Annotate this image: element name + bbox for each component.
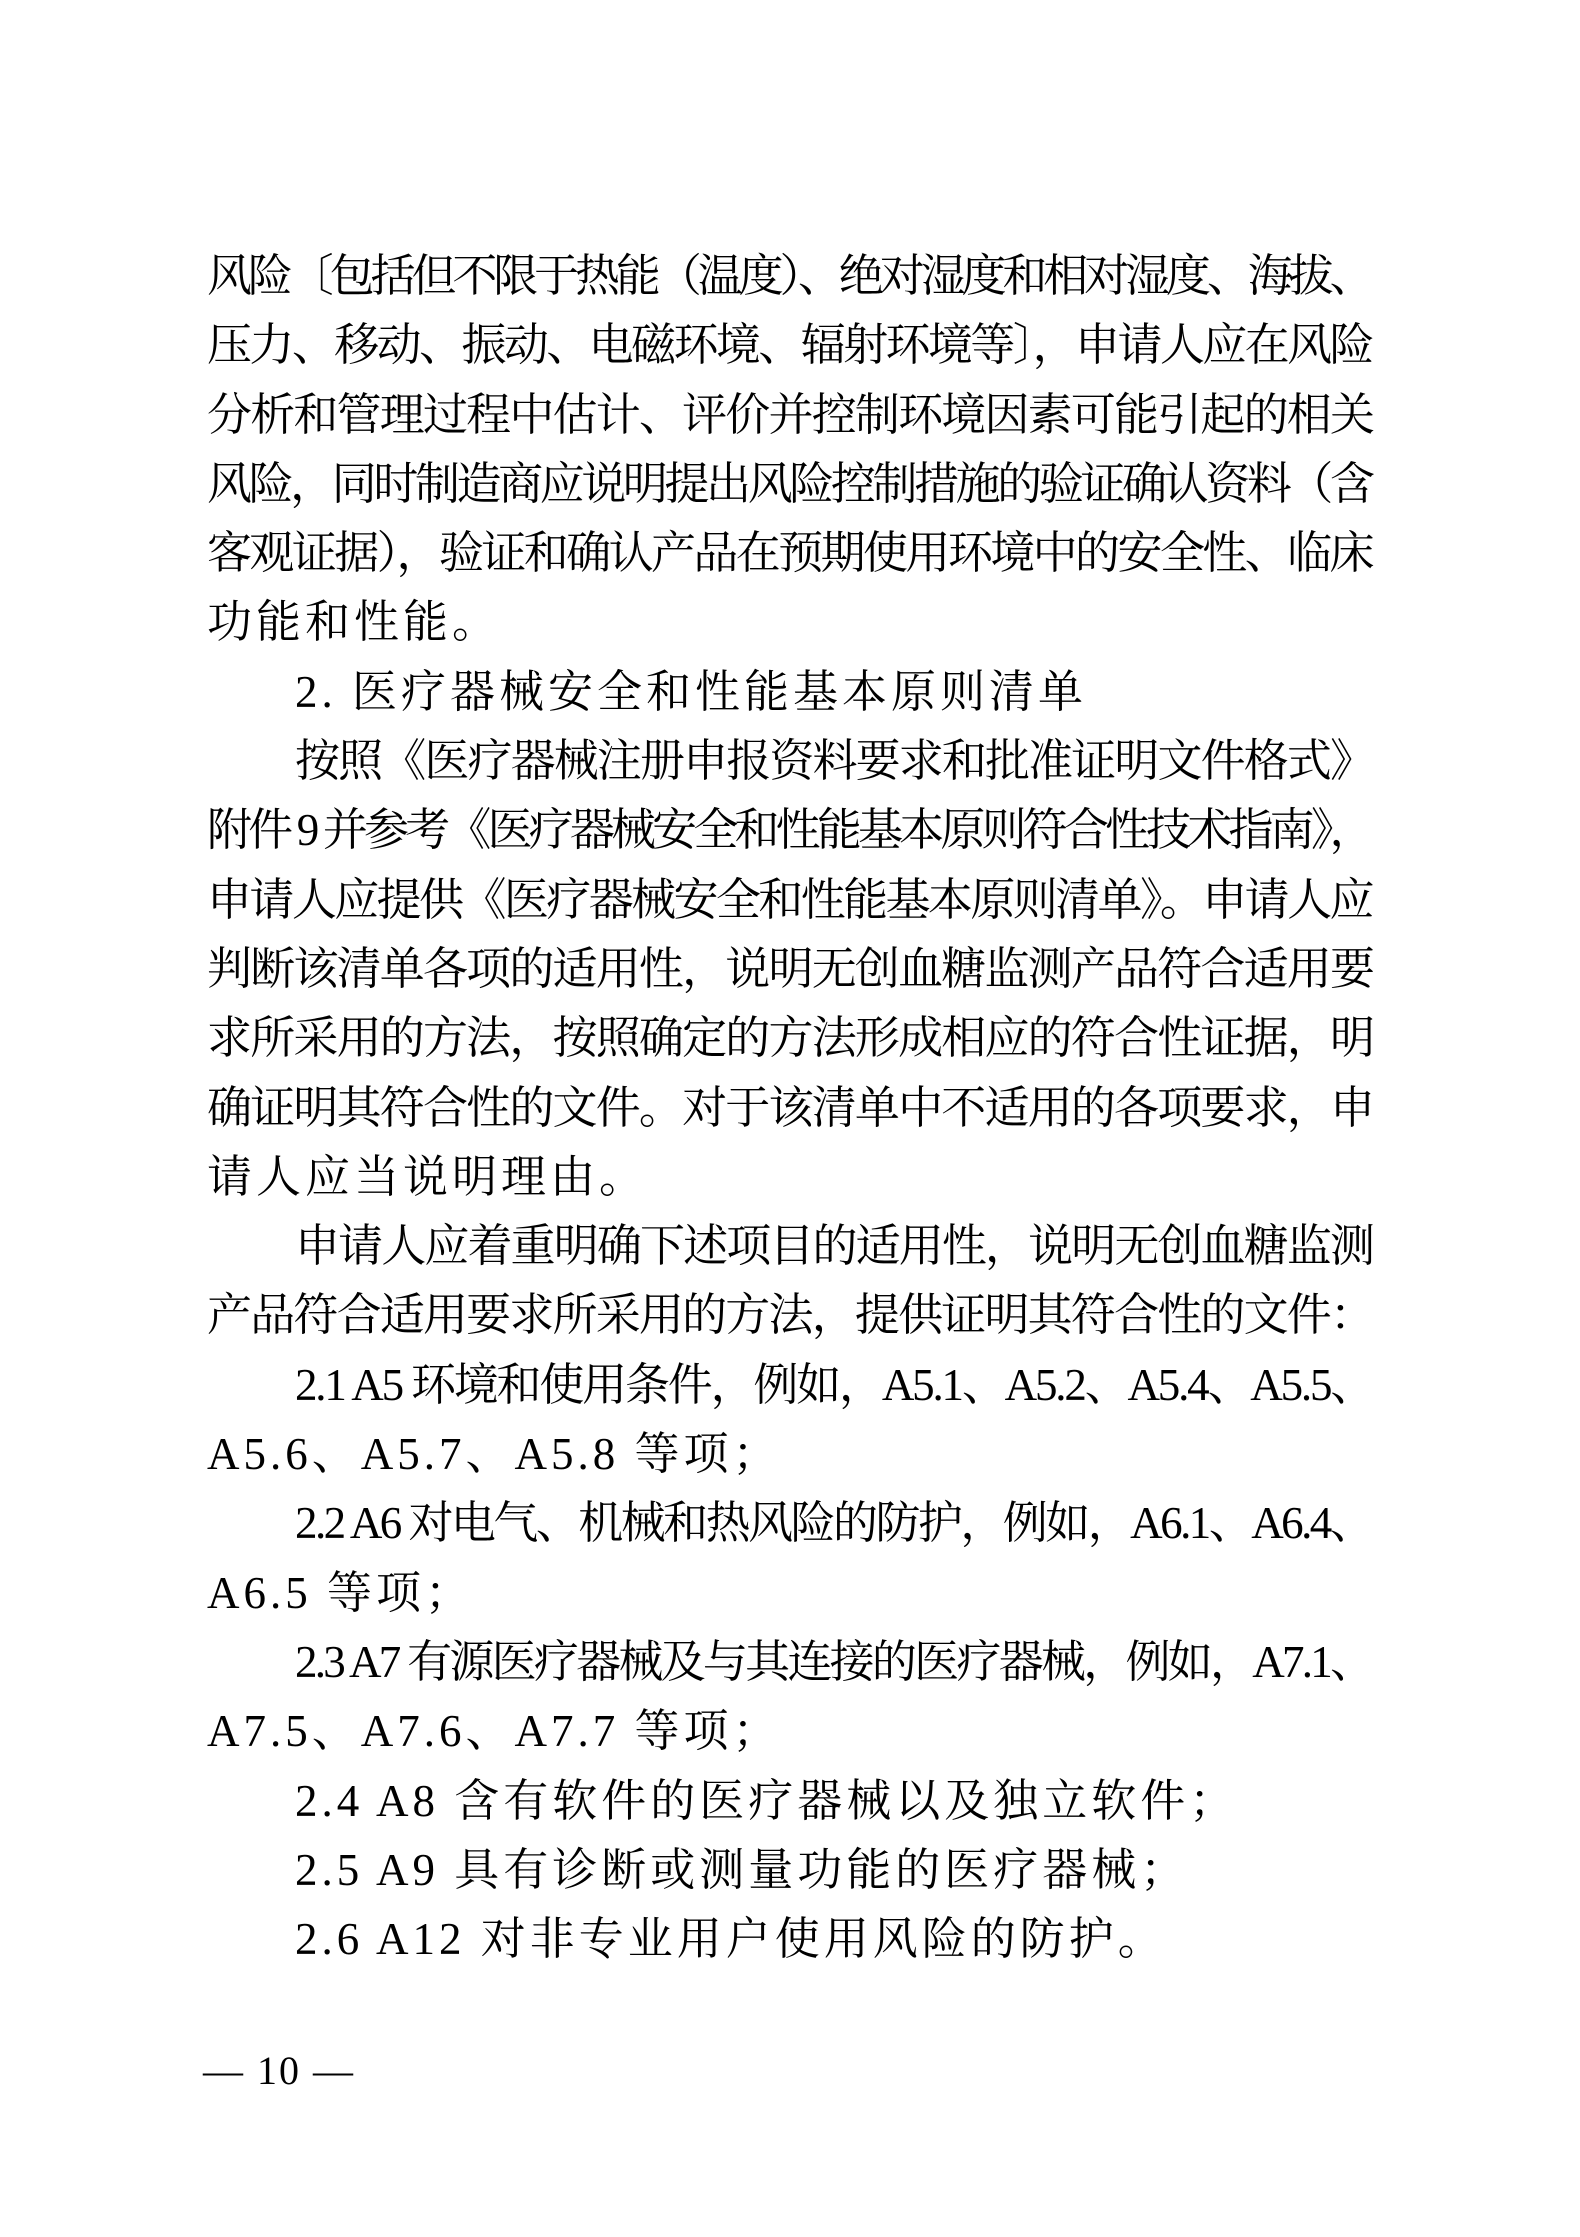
list-item-2-1: 2.1 A5 环境和使用条件，例如，A5.1、A5.2、A5.4、A5.5、 (295, 1359, 1374, 1410)
body-line: 请人应当说明理由。 (207, 1151, 649, 1202)
list-item-2-2: 2.2 A6 对电气、机械和热风险的防护，例如，A6.1、A6.4、 (295, 1498, 1373, 1549)
body-line: 申请人应着重明确下述项目的适用性，说明无创血糖监测 (295, 1221, 1374, 1272)
body-line: 求所采用的方法，按照确定的方法形成相应的符合性证据，明 (207, 1013, 1374, 1064)
body-text (207, 242, 1375, 1974)
section-2-heading: 2. 医疗器械安全和性能基本原则清单 (295, 666, 1088, 717)
list-item-2-1-cont: A5.6、A5.7、A5.8 等项； (207, 1429, 782, 1480)
body-line: 风险〔包括但不限于热能（温度）、绝对湿度和相对湿度、海拔、 (207, 251, 1371, 301)
list-item-2-4: 2.4 A8 含有软件的医疗器械以及独立软件； (295, 1775, 1239, 1826)
list-item-2-2-cont: A6.5 等项； (207, 1567, 474, 1618)
body-line: 按照《医疗器械注册申报资料要求和批准证明文件格式》 (295, 736, 1374, 787)
page-number: — 10 — (203, 2048, 355, 2093)
list-item-2-3-cont: A7.5、A7.6、A7.7 等项； (207, 1706, 782, 1757)
body-line: 风险，同时制造商应说明提出风险控制措施的验证确认资料（含 (207, 458, 1372, 509)
body-line: 分析和管理过程中估计、评价并控制环境因素可能引起的相关 (207, 389, 1374, 440)
list-item-2-6: 2.6 A12 对非专业用户使用风险的防护。 (295, 1914, 1167, 1965)
body-line: 产品符合适用要求所采用的方法，提供证明其符合性的文件： (207, 1290, 1374, 1341)
list-item-2-3: 2.3 A7 有源医疗器械及与其连接的医疗器械，例如，A7.1、 (295, 1636, 1373, 1687)
body-line: 判断该清单各项的适用性，说明无创血糖监测产品符合适用要 (207, 943, 1374, 994)
body-line: 压力、移动、振动、电磁环境、辐射环境等〕，申请人应在风险 (207, 320, 1372, 371)
body-line: 客观证据），验证和确认产品在预期使用环境中的安全性、临床 (207, 528, 1372, 579)
body-line: 附件 9 并参考《医疗器械安全和性能基本原则符合性技术指南》， (207, 805, 1371, 856)
body-line: 功能和性能。 (207, 597, 502, 648)
body-line: 申请人应提供《医疗器械安全和性能基本原则清单》。申请人应 (207, 874, 1372, 925)
body-line: 确证明其符合性的文件。对于该清单中不适用的各项要求，申 (207, 1082, 1374, 1133)
list-item-2-5: 2.5 A9 具有诊断或测量功能的医疗器械； (295, 1844, 1190, 1895)
